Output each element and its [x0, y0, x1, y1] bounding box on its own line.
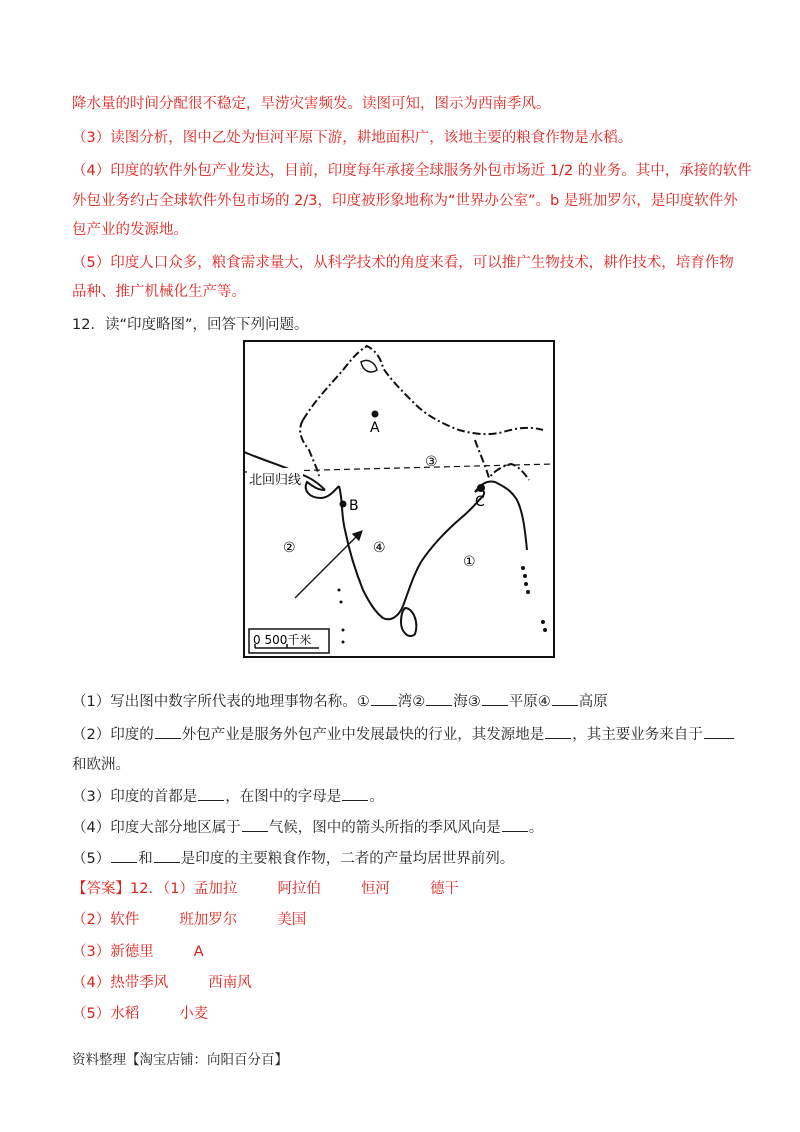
blank	[154, 848, 180, 863]
analysis-line: （5）印度人口众多，粮食需求量大，从科学技术的角度来看，可以推广生物技术，耕作技术，培育作物	[72, 255, 734, 271]
blank	[242, 817, 268, 832]
question-stem: 12．读“印度略图”，回答下列问题。	[72, 317, 309, 333]
point-c-label: C	[475, 494, 485, 510]
india-map	[243, 340, 555, 658]
question-2: （2）印度的 外包产业是服务外包产业中发展最快的行业，其发源地是 ，其主要业务来自于	[72, 724, 735, 745]
answer-1: 【答案】12．（1）孟加拉 阿拉伯 恒河 德干	[72, 881, 459, 897]
blank	[552, 691, 578, 706]
analysis-line: 包产业的发源地。	[72, 222, 188, 238]
region-2-label: ②	[283, 540, 296, 556]
answer-4: （4）热带季风 西南风	[72, 975, 252, 991]
region-3-label: ③	[425, 454, 438, 470]
blank	[704, 724, 734, 739]
blank	[502, 817, 528, 832]
blank	[198, 786, 224, 801]
analysis-line: （3）读图分析，图中乙处为恒河平原下游，耕地面积广，该地主要的粮食作物是水稻。	[72, 130, 633, 146]
question-5: （5） 和 是印度的主要粮食作物，二者的产量均居世界前列。	[72, 848, 514, 869]
analysis-line: 品种、推广机械化生产等。	[72, 284, 246, 300]
blank	[545, 724, 571, 739]
analysis-line: 降水量的时间分配很不稳定，旱涝灾害频发。读图可知，图示为西南季风。	[72, 96, 551, 112]
answer-5: （5）水稻 小麦	[72, 1006, 209, 1022]
blank	[482, 691, 508, 706]
blank	[371, 691, 397, 706]
point-b-marker	[340, 501, 347, 508]
answer-tag: 【答案】	[72, 881, 130, 897]
point-a-label: A	[370, 420, 380, 436]
question-2-cont: 和欧洲。	[72, 757, 130, 773]
analysis-line: 外包业务约占全球软件外包市场的 2/3，印度被形象地称为“世界办公室”。b 是班加罗尔，是印度软件外	[72, 193, 738, 209]
blank	[342, 786, 368, 801]
point-c-marker	[477, 484, 485, 492]
answer-3: （3）新德里 A	[72, 944, 204, 960]
point-b-label: B	[349, 498, 359, 514]
region-4-label: ④	[373, 540, 386, 556]
answer-2: （2）软件 班加罗尔 美国	[72, 912, 307, 928]
question-4: （4）印度大部分地区属于 气候，图中的箭头所指的季风风向是 。	[72, 817, 543, 838]
tropic-label: 北回归线	[249, 473, 302, 488]
blank	[155, 724, 181, 739]
analysis-line: （4）印度的软件外包产业发达，目前，印度每年承接全球服务外包市场近 1/2 的业务。其中，承接的软件	[72, 163, 752, 179]
page-footer: 资料整理【淘宝店铺：向阳百分百】	[72, 1052, 288, 1068]
question-1: （1）写出图中数字所代表的地理事物名称。① 湾② 海③ 平原④ 高原	[72, 691, 608, 712]
question-3: （3）印度的首都是 ，在图中的字母是 。	[72, 786, 384, 807]
point-a-marker	[372, 411, 379, 418]
blank	[426, 691, 452, 706]
region-1-label: ①	[463, 554, 476, 570]
scale-label: 0 500千米	[253, 633, 312, 647]
blank	[111, 848, 137, 863]
